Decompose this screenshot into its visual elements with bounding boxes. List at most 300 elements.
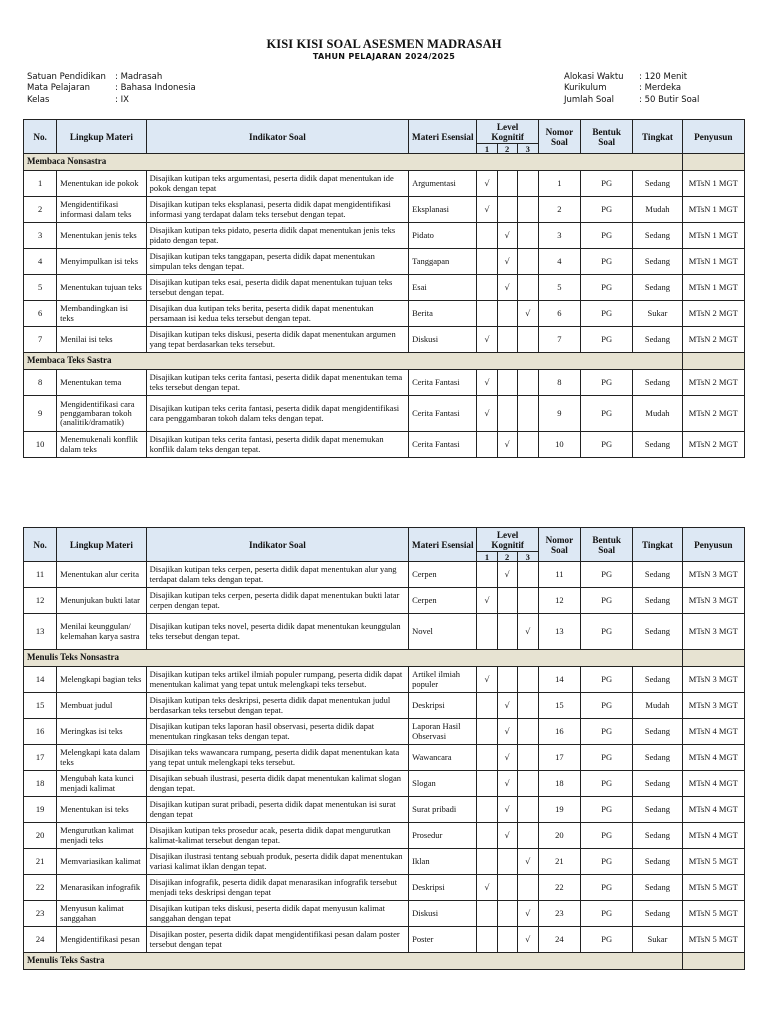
cell-indikator: Disajikan ilustrasi tentang sebuah produk, peserta didik dapat menentukan variasi kalimat iklan dengan tepat. (146, 849, 408, 875)
level-1-check: √ (477, 171, 497, 197)
level-3-cell (517, 171, 538, 197)
cell-bentuk: PG (581, 588, 633, 614)
section-empty-cell (682, 953, 744, 970)
cell-nomor: 23 (538, 901, 580, 927)
cell-nomor: 11 (538, 562, 580, 588)
cell-tingkat: Sedang (633, 614, 682, 650)
level-3-cell (517, 719, 538, 745)
cell-bentuk: PG (581, 771, 633, 797)
header-penyusun: Penyusun (682, 120, 744, 154)
cell-tingkat: Sedang (633, 771, 682, 797)
cell-penyusun: MTsN 4 MGT (682, 797, 744, 823)
table-row (24, 745, 745, 771)
cell-tingkat: Sedang (633, 432, 682, 458)
level-3-cell (517, 667, 538, 693)
cell-no: 5 (24, 275, 57, 301)
cell-bentuk: PG (581, 562, 633, 588)
cell-lingkup: Mengidentifikasi pesan (57, 927, 146, 953)
section-title: Menulis Teks Nonsastra (24, 650, 683, 667)
cell-indikator: Disajikan kutipan teks esai, peserta didik dapat menentukan tujuan teks tersebut dengan tepat. (146, 275, 408, 301)
cell-bentuk: PG (581, 301, 633, 327)
level-1-cell (477, 693, 497, 719)
section-row (24, 953, 745, 970)
table-row (24, 432, 745, 458)
cell-tingkat: Sedang (633, 875, 682, 901)
cell-bentuk: PG (581, 614, 633, 650)
cell-no: 2 (24, 197, 57, 223)
level-1-cell (477, 223, 497, 249)
section-row (24, 650, 745, 667)
cell-lingkup: Membuat judul (57, 693, 146, 719)
cell-lingkup: Menentukan tujuan teks (57, 275, 146, 301)
section-empty-cell (682, 650, 744, 667)
cell-penyusun: MTsN 2 MGT (682, 327, 744, 353)
table-row (24, 771, 745, 797)
cell-nomor: 10 (538, 432, 580, 458)
cell-lingkup: Mengidentifikasi cara penggambaran tokoh (analitik/dramatik) (57, 396, 146, 432)
cell-tingkat: Sedang (633, 719, 682, 745)
cell-indikator: Disajikan poster, peserta didik dapat mengidentifikasi pesan dalam poster tersebut dengan tepat (146, 927, 408, 953)
header-indikator: Indikator Soal (146, 120, 408, 154)
kisi-table-1 (23, 119, 745, 458)
info-label: Kelas (27, 94, 50, 105)
cell-no: 9 (24, 396, 57, 432)
level-2-cell (497, 588, 517, 614)
cell-tingkat: Sedang (633, 327, 682, 353)
info-row (27, 95, 196, 106)
header-nomor: Nomor Soal (538, 120, 580, 154)
cell-materi: Cerpen (409, 588, 477, 614)
section-row (24, 353, 745, 370)
level-3-check: √ (517, 614, 538, 650)
cell-bentuk: PG (581, 823, 633, 849)
cell-bentuk: PG (581, 901, 633, 927)
cell-bentuk: PG (581, 396, 633, 432)
level-1-cell (477, 562, 497, 588)
cell-no: 17 (24, 745, 57, 771)
cell-no: 13 (24, 614, 57, 650)
table-row (24, 275, 745, 301)
cell-indikator: Disajikan kutipan teks cerita fantasi, peserta didik dapat menentukan tema teks tersebut dengan tepat. (146, 370, 408, 396)
table-row (24, 223, 745, 249)
cell-lingkup: Memvariasikan kalimat (57, 849, 146, 875)
cell-penyusun: MTsN 1 MGT (682, 223, 744, 249)
level-1-check: √ (477, 327, 497, 353)
table-row (24, 327, 745, 353)
level-1-check: √ (477, 370, 497, 396)
cell-materi: Surat pribadi (409, 797, 477, 823)
cell-indikator: Disajikan infografik, peserta didik dapat menarasikan infografik tersebut menjadi teks deskripsi dengan tepat (146, 875, 408, 901)
cell-indikator: Disajikan kutipan teks cerita fantasi, peserta didik dapat menemukan konflik dalam teks dengan tepat. (146, 432, 408, 458)
level-3-cell (517, 823, 538, 849)
level-1-cell (477, 901, 497, 927)
cell-materi: Tanggapan (409, 249, 477, 275)
cell-lingkup: Membandingkan isi teks (57, 301, 146, 327)
cell-tingkat: Sedang (633, 849, 682, 875)
table-row (24, 875, 745, 901)
cell-materi: Artikel ilmiah populer (409, 667, 477, 693)
cell-no: 10 (24, 432, 57, 458)
level-2-cell (497, 614, 517, 650)
kisi-table-2 (23, 527, 745, 970)
cell-tingkat: Sedang (633, 745, 682, 771)
cell-materi: Diskusi (409, 327, 477, 353)
cell-no: 3 (24, 223, 57, 249)
cell-bentuk: PG (581, 693, 633, 719)
cell-bentuk: PG (581, 875, 633, 901)
cell-indikator: Disajikan kutipan teks diskusi, peserta didik dapat menyusun kalimat sanggahan dengan tepat (146, 901, 408, 927)
cell-nomor: 7 (538, 327, 580, 353)
info-value: : 50 Butir Soal (639, 94, 700, 105)
cell-no: 6 (24, 301, 57, 327)
info-left (27, 72, 196, 106)
level-2-cell (497, 901, 517, 927)
cell-bentuk: PG (581, 327, 633, 353)
info-label: Mata Pelajaran (27, 83, 91, 94)
cell-indikator: Disajikan kutipan teks diskusi, peserta didik dapat menentukan argumen yang tepat berdasarkan teks tersebut. (146, 327, 408, 353)
cell-penyusun: MTsN 1 MGT (682, 275, 744, 301)
level-1-check: √ (477, 875, 497, 901)
table-row (24, 370, 745, 396)
cell-nomor: 18 (538, 771, 580, 797)
cell-materi: Deskripsi (409, 693, 477, 719)
level-2-check: √ (497, 693, 517, 719)
level-3-cell (517, 197, 538, 223)
info-row (564, 83, 699, 94)
cell-no: 24 (24, 927, 57, 953)
info-value: : Merdeka (639, 83, 682, 94)
cell-lingkup: Menentukan alur cerita (57, 562, 146, 588)
level-2-check: √ (497, 223, 517, 249)
cell-lingkup: Menemukenali konflik dalam teks (57, 432, 146, 458)
cell-indikator: Disajikan kutipan teks argumentasi, peserta didik dapat menentukan ide pokok dengan tepat (146, 171, 408, 197)
cell-no: 1 (24, 171, 57, 197)
cell-penyusun: MTsN 3 MGT (682, 614, 744, 650)
level-2-cell (497, 849, 517, 875)
level-3-cell (517, 249, 538, 275)
cell-indikator: Disajikan kutipan teks deskripsi, peserta didik dapat menentukan judul berdasarkan teks tersebut dengan tepat. (146, 693, 408, 719)
level-3-cell (517, 275, 538, 301)
cell-materi: Wawancara (409, 745, 477, 771)
level-3-cell (517, 327, 538, 353)
level-2-check: √ (497, 823, 517, 849)
cell-penyusun: MTsN 2 MGT (682, 432, 744, 458)
level-1-cell (477, 719, 497, 745)
section-title: Menulis Teks Sastra (24, 953, 683, 970)
header-lingkup: Lingkup Materi (57, 528, 146, 562)
cell-tingkat: Sukar (633, 927, 682, 953)
cell-lingkup: Menilai isi teks (57, 327, 146, 353)
cell-nomor: 17 (538, 745, 580, 771)
section-empty-cell (682, 154, 744, 171)
table-row (24, 849, 745, 875)
level-1-cell (477, 614, 497, 650)
cell-no: 22 (24, 875, 57, 901)
cell-lingkup: Menentukan isi teks (57, 797, 146, 823)
cell-no: 14 (24, 667, 57, 693)
level-1-check: √ (477, 396, 497, 432)
level-1-cell (477, 849, 497, 875)
cell-indikator: Disajikan sebuah ilustrasi, peserta didik dapat menentukan kalimat slogan dengan tepat. (146, 771, 408, 797)
info-value: : Madrasah (115, 72, 163, 82)
cell-materi: Berita (409, 301, 477, 327)
table-row (24, 588, 745, 614)
cell-tingkat: Sedang (633, 562, 682, 588)
cell-indikator: Disajikan kutipan teks prosedur acak, peserta didik dapat mengurutkan kalimat-kalimat tersebut dengan tepat. (146, 823, 408, 849)
cell-materi: Eksplanasi (409, 197, 477, 223)
cell-no: 12 (24, 588, 57, 614)
cell-indikator: Disajikan kutipan teks artikel ilmiah populer rumpang, peserta didik dapat menentukan kalimat yang tepat untuk melengkapi teks tersebut. (146, 667, 408, 693)
info-row (564, 72, 699, 83)
cell-nomor: 16 (538, 719, 580, 745)
cell-bentuk: PG (581, 797, 633, 823)
cell-penyusun: MTsN 5 MGT (682, 875, 744, 901)
level-1-cell (477, 432, 497, 458)
cell-materi: Esai (409, 275, 477, 301)
header-tingkat: Tingkat (633, 528, 682, 562)
cell-no: 11 (24, 562, 57, 588)
cell-indikator: Disajikan dua kutipan teks berita, peserta didik dapat menentukan persamaan isi kedua teks tersebut dengan tepat. (146, 301, 408, 327)
level-2-cell (497, 197, 517, 223)
cell-lingkup: Mengidentifikasi informasi dalam teks (57, 197, 146, 223)
level-2-cell (497, 171, 517, 197)
header-bentuk: Bentuk Soal (581, 120, 633, 154)
cell-lingkup: Meringkas isi teks (57, 719, 146, 745)
table-row (24, 171, 745, 197)
cell-penyusun: MTsN 1 MGT (682, 171, 744, 197)
info-label: Jumlah Soal (564, 94, 614, 105)
cell-indikator: Disajikan kutipan teks cerpen, peserta didik dapat menentukan alur yang terdapat dalam teks dengan tepat. (146, 562, 408, 588)
cell-tingkat: Sedang (633, 275, 682, 301)
cell-bentuk: PG (581, 223, 633, 249)
table-row (24, 197, 745, 223)
header-bentuk: Bentuk Soal (581, 528, 633, 562)
header-penyusun: Penyusun (682, 528, 744, 562)
level-2-check: √ (497, 771, 517, 797)
cell-bentuk: PG (581, 249, 633, 275)
level-2-check: √ (497, 562, 517, 588)
section-title: Membaca Teks Sastra (24, 353, 683, 370)
level-3-cell (517, 745, 538, 771)
cell-materi: Diskusi (409, 901, 477, 927)
cell-lingkup: Menyimpulkan isi teks (57, 249, 146, 275)
cell-bentuk: PG (581, 197, 633, 223)
level-3-cell (517, 223, 538, 249)
cell-materi: Iklan (409, 849, 477, 875)
cell-penyusun: MTsN 3 MGT (682, 588, 744, 614)
level-1-check: √ (477, 197, 497, 223)
level-2-cell (497, 370, 517, 396)
cell-materi: Laporan Hasil Observasi (409, 719, 477, 745)
level-2-check: √ (497, 275, 517, 301)
cell-indikator: Disajikan kutipan teks cerpen, peserta didik dapat menentukan bukti latar cerpen dengan tepat. (146, 588, 408, 614)
header-materi: Materi Esensial (409, 528, 477, 562)
info-label: Alokasi Waktu (564, 72, 624, 82)
cell-no: 21 (24, 849, 57, 875)
level-1-cell (477, 275, 497, 301)
level-3-cell (517, 370, 538, 396)
cell-tingkat: Sedang (633, 901, 682, 927)
header-no: No. (24, 120, 57, 154)
cell-bentuk: PG (581, 171, 633, 197)
info-row (27, 72, 196, 83)
cell-penyusun: MTsN 4 MGT (682, 771, 744, 797)
cell-lingkup: Menarasikan infografik (57, 875, 146, 901)
cell-penyusun: MTsN 5 MGT (682, 901, 744, 927)
cell-no: 7 (24, 327, 57, 353)
cell-nomor: 3 (538, 223, 580, 249)
cell-nomor: 15 (538, 693, 580, 719)
level-1-cell (477, 771, 497, 797)
info-right (564, 72, 699, 106)
cell-materi: Pidato (409, 223, 477, 249)
level-2-check: √ (497, 719, 517, 745)
cell-nomor: 8 (538, 370, 580, 396)
level-3-cell (517, 562, 538, 588)
info-value: : IX (115, 94, 129, 105)
table-row (24, 301, 745, 327)
cell-lingkup: Menyusun kalimat sanggahan (57, 901, 146, 927)
level-2-cell (497, 327, 517, 353)
cell-bentuk: PG (581, 849, 633, 875)
level-3-cell (517, 432, 538, 458)
info-row (564, 95, 699, 106)
cell-penyusun: MTsN 5 MGT (682, 927, 744, 953)
cell-tingkat: Mudah (633, 396, 682, 432)
cell-materi: Novel (409, 614, 477, 650)
cell-penyusun: MTsN 3 MGT (682, 562, 744, 588)
cell-bentuk: PG (581, 927, 633, 953)
cell-indikator: Disajikan kutipan teks cerita fantasi, peserta didik dapat mengidentifikasi cara penggambaran tokoh dalam teks dengan tepat. (146, 396, 408, 432)
cell-lingkup: Menentukan jenis teks (57, 223, 146, 249)
table-row (24, 693, 745, 719)
cell-penyusun: MTsN 1 MGT (682, 197, 744, 223)
cell-nomor: 6 (538, 301, 580, 327)
level-3-cell (517, 797, 538, 823)
cell-nomor: 14 (538, 667, 580, 693)
cell-bentuk: PG (581, 719, 633, 745)
cell-tingkat: Sedang (633, 249, 682, 275)
document-title: KISI KISI SOAL ASESMEN MADRASAH (266, 37, 502, 51)
header-level-1: 1 (477, 552, 497, 562)
cell-materi: Argumentasi (409, 171, 477, 197)
level-2-cell (497, 875, 517, 901)
info-value: : Bahasa Indonesia (115, 83, 196, 94)
cell-materi: Cerita Fantasi (409, 396, 477, 432)
cell-no: 15 (24, 693, 57, 719)
level-1-cell (477, 797, 497, 823)
table-row (24, 614, 745, 650)
cell-lingkup: Melengkapi kata dalam teks (57, 745, 146, 771)
header-level: Level Kognitif (477, 120, 538, 144)
level-2-cell (497, 667, 517, 693)
header-level-3: 3 (517, 144, 538, 154)
section-title: Membaca Nonsastra (24, 154, 683, 171)
level-1-cell (477, 745, 497, 771)
level-2-cell (497, 396, 517, 432)
cell-nomor: 20 (538, 823, 580, 849)
table-row (24, 797, 745, 823)
table-row (24, 249, 745, 275)
info-label: Satuan Pendidikan (27, 72, 106, 82)
cell-indikator: Disajikan kutipan teks novel, peserta didik dapat menentukan keunggulan teks tersebut dengan tepat. (146, 614, 408, 650)
cell-indikator: Disajikan teks wawancara rumpang, peserta didik dapat menentukan kata yang tepat untuk melengkapi teks tersebut. (146, 745, 408, 771)
level-1-cell (477, 823, 497, 849)
cell-tingkat: Sedang (633, 797, 682, 823)
cell-no: 19 (24, 797, 57, 823)
cell-lingkup: Menentukan tema (57, 370, 146, 396)
cell-nomor: 13 (538, 614, 580, 650)
level-3-cell (517, 396, 538, 432)
cell-bentuk: PG (581, 370, 633, 396)
cell-nomor: 22 (538, 875, 580, 901)
level-3-cell (517, 875, 538, 901)
cell-nomor: 5 (538, 275, 580, 301)
cell-tingkat: Sedang (633, 588, 682, 614)
table-row (24, 901, 745, 927)
header-nomor: Nomor Soal (538, 528, 580, 562)
cell-lingkup: Menunjukan bukti latar (57, 588, 146, 614)
cell-nomor: 24 (538, 927, 580, 953)
cell-penyusun: MTsN 1 MGT (682, 249, 744, 275)
cell-bentuk: PG (581, 667, 633, 693)
cell-materi: Cerita Fantasi (409, 370, 477, 396)
cell-penyusun: MTsN 5 MGT (682, 849, 744, 875)
cell-no: 20 (24, 823, 57, 849)
table-row (24, 562, 745, 588)
level-1-check: √ (477, 588, 497, 614)
cell-nomor: 9 (538, 396, 580, 432)
level-1-cell (477, 927, 497, 953)
cell-indikator: Disajikan kutipan teks pidato, peserta didik dapat menentukan jenis teks pidato dengan tepat. (146, 223, 408, 249)
level-3-check: √ (517, 927, 538, 953)
cell-lingkup: Menentukan ide pokok (57, 171, 146, 197)
cell-bentuk: PG (581, 745, 633, 771)
section-empty-cell (682, 353, 744, 370)
cell-tingkat: Sedang (633, 223, 682, 249)
cell-no: 18 (24, 771, 57, 797)
cell-lingkup: Mengurutkan kalimat menjadi teks (57, 823, 146, 849)
header-tingkat: Tingkat (633, 120, 682, 154)
level-2-cell (497, 301, 517, 327)
table-row (24, 823, 745, 849)
header-level-2: 2 (497, 144, 517, 154)
info-row (27, 83, 196, 94)
level-3-cell (517, 588, 538, 614)
table-row (24, 396, 745, 432)
cell-materi: Deskripsi (409, 875, 477, 901)
cell-materi: Cerita Fantasi (409, 432, 477, 458)
cell-penyusun: MTsN 4 MGT (682, 719, 744, 745)
section-row (24, 154, 745, 171)
level-2-check: √ (497, 249, 517, 275)
cell-materi: Poster (409, 927, 477, 953)
level-2-cell (497, 927, 517, 953)
cell-no: 4 (24, 249, 57, 275)
info-value: : 120 Menit (639, 72, 688, 82)
cell-no: 23 (24, 901, 57, 927)
info-label: Kurikulum (564, 83, 607, 94)
cell-tingkat: Mudah (633, 693, 682, 719)
level-3-check: √ (517, 301, 538, 327)
cell-nomor: 4 (538, 249, 580, 275)
cell-lingkup: Menilai keunggulan/ kelemahan karya sastra (57, 614, 146, 650)
cell-no: 16 (24, 719, 57, 745)
header-no: No. (24, 528, 57, 562)
cell-lingkup: Mengubah kata kunci menjadi kalimat (57, 771, 146, 797)
cell-lingkup: Melengkapi bagian teks (57, 667, 146, 693)
cell-indikator: Disajikan kutipan teks laporan hasil observasi, peserta didik dapat menentukan ringkasan teks dengan tepat. (146, 719, 408, 745)
